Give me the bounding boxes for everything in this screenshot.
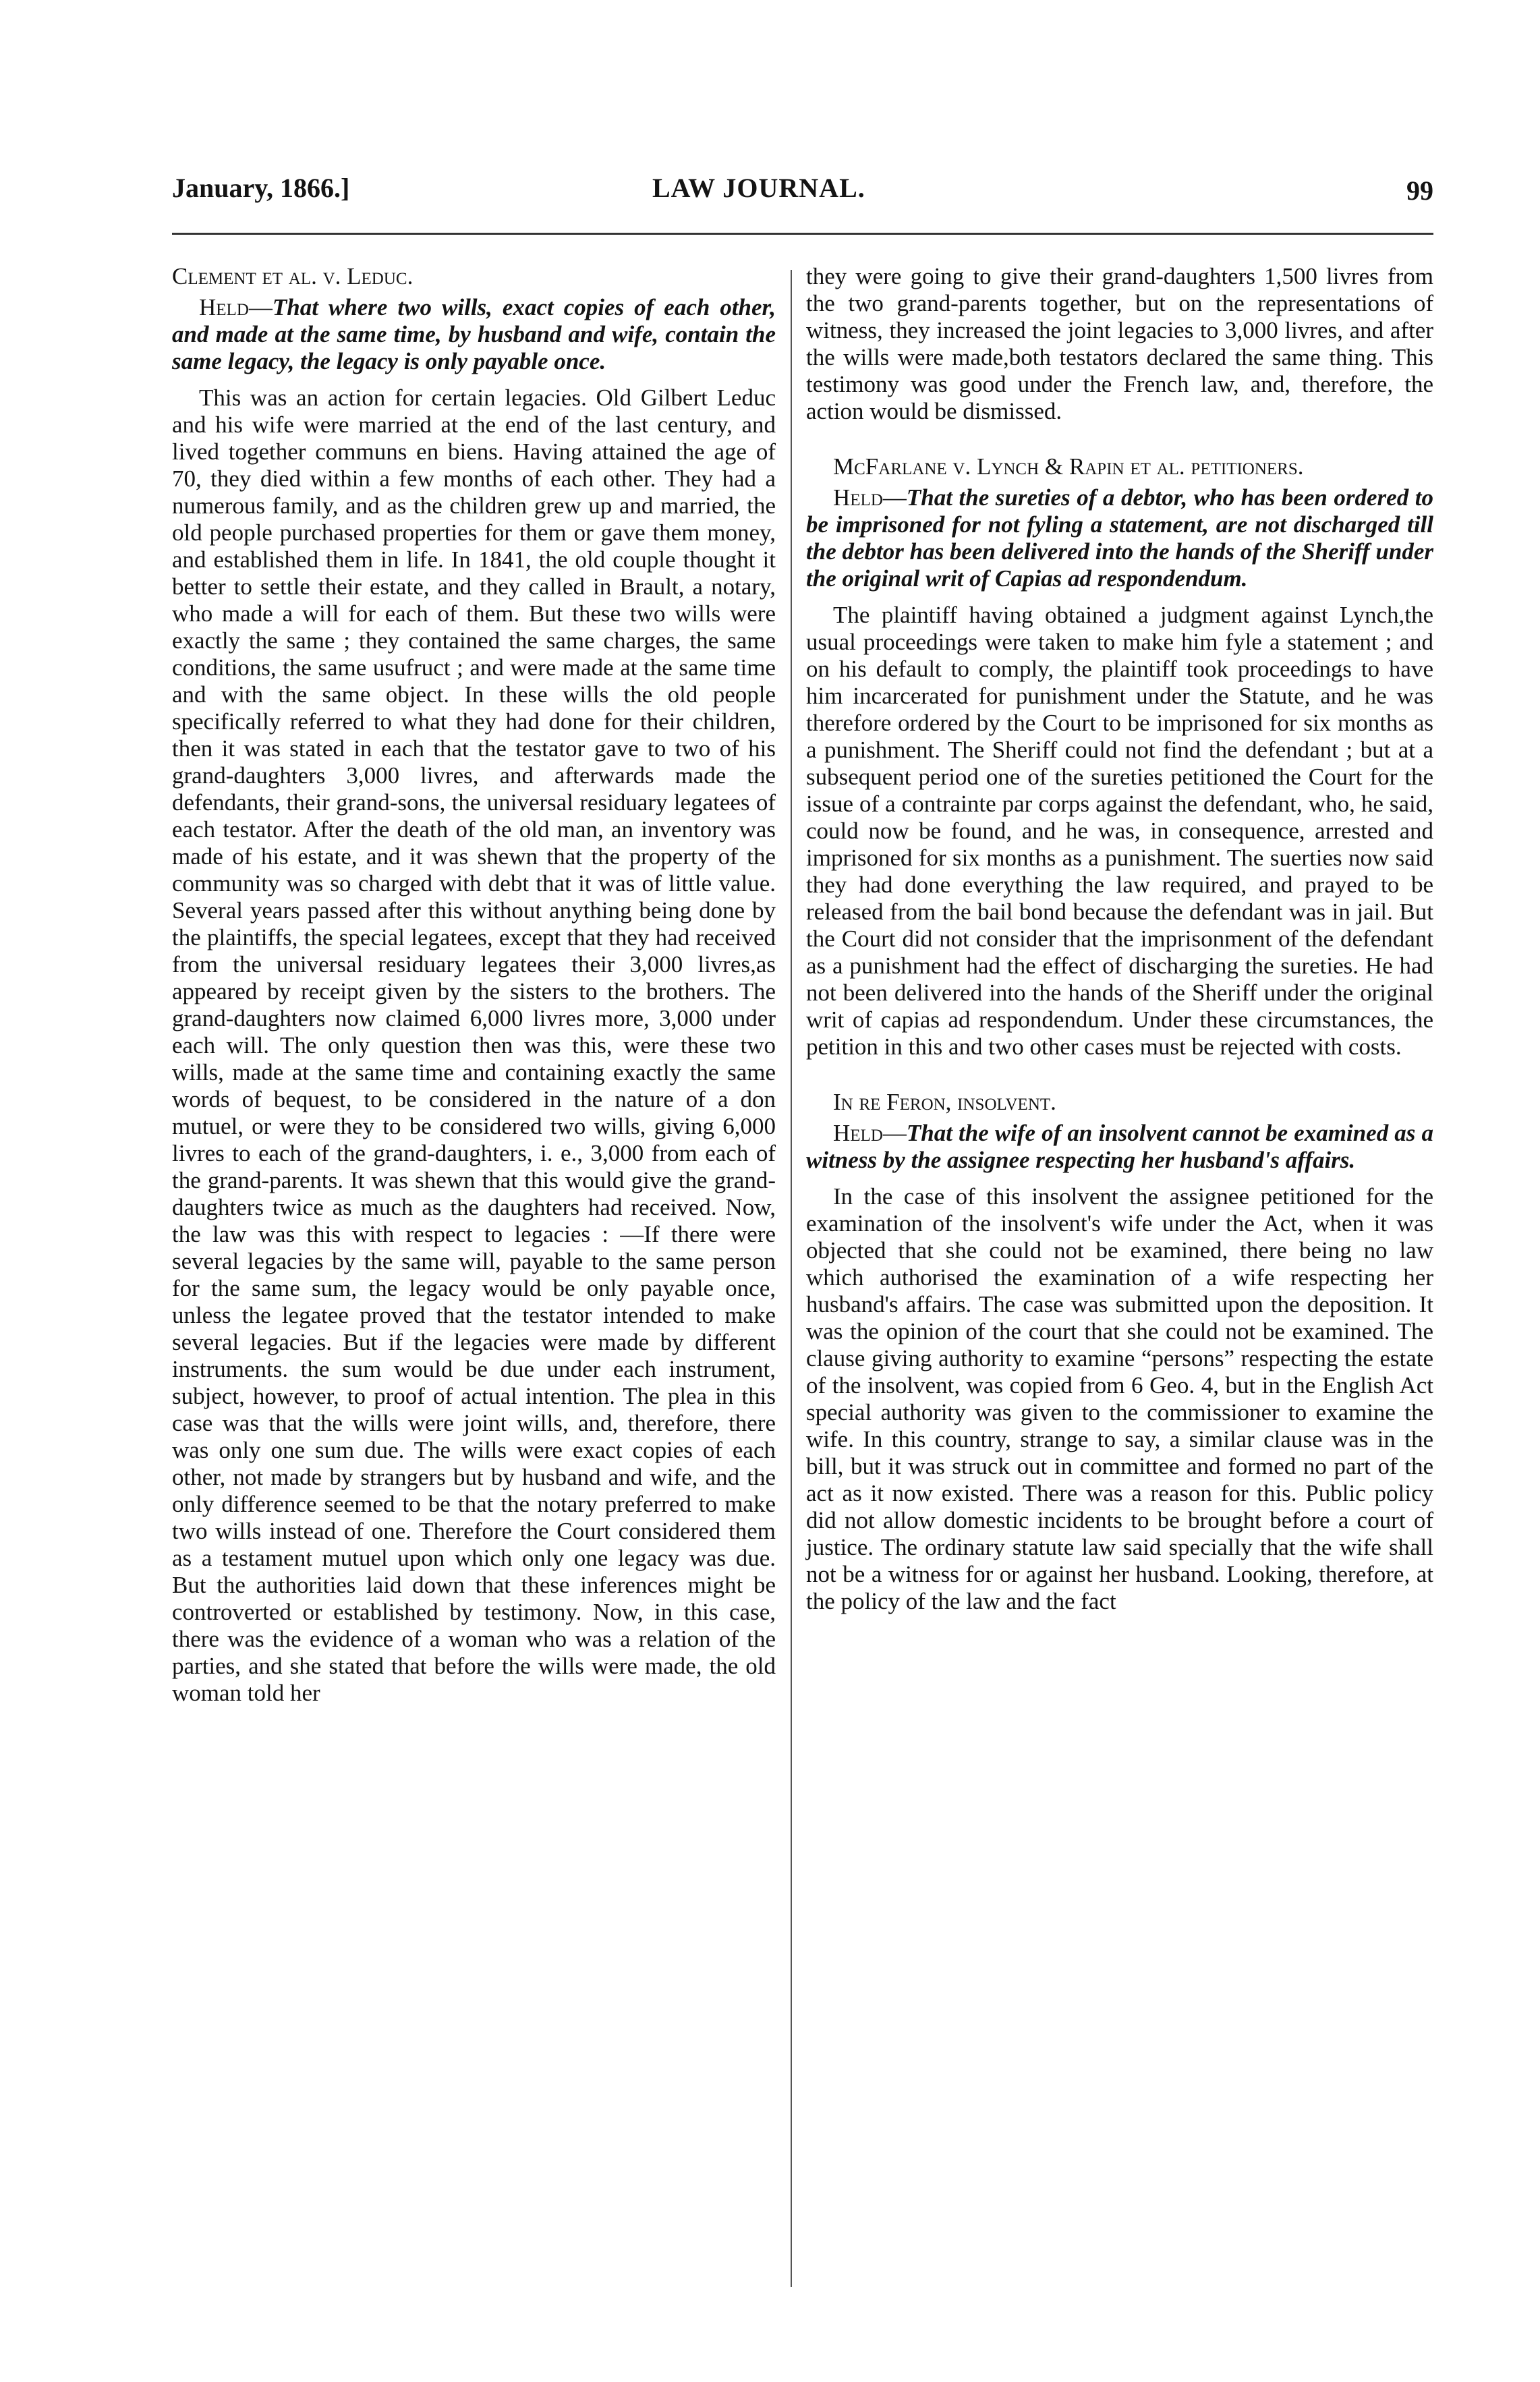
left-column (172, 263, 776, 1713)
header-date: January, 1866.] (172, 173, 350, 203)
held-summary-feron (806, 1120, 1433, 1174)
case-title-mcfarlane-v-lynch: McFarlane v. Lynch & Rapin et al. petitioners. (833, 453, 1304, 480)
case-body-mcfarlane: The plaintiff having obtained a judgment against Lynch,the usual proceedings were taken to make him fyle a statement ; and on his default to comply, the plaintiff took proceedings to have him incarcerated for punishment under the Statute, and he was therefore ordered by the Court to be imprisoned for six months as a punishment. The Sheriff could not find the defendant ; but at a subsequent period one of the sureties petitioned the Court for the issue of a contrainte par corps against the defendant, who, he said, could now be found, and he was, in consequence, arrested and imprisoned for six months as a punishment. The suerties now said they had done everything the law required, and prayed to be released from the bail bond because the defendant was in jail. But the Court did not consider that the imprisonment of the defendant as a punishment had the effect of discharging the sureties. He had not been delivered into the hands of the Sheriff under the original writ of capias ad respondendum. Under these circumstances, the petition in this and two other cases must be rejected with costs. (806, 602, 1433, 1060)
held-summary-mcfarlane (806, 484, 1433, 592)
held-label: Held— (833, 484, 907, 511)
page-header (172, 172, 1433, 219)
held-text: That the sureties of a debtor, who has been ordered to be imprisoned for not fyling a statement, are not discharged till the debtor has been delivered into the hands of the Sheriff under the original writ of Capias ad respondendum. (806, 484, 1433, 592)
header-rule (172, 233, 1433, 235)
case-title-in-re-feron: In re Feron, insolvent. (833, 1089, 1056, 1115)
held-text: That where two wills, exact copies of each other, and made at the same time, by husband and wife, contain the same legacy, the legacy is only payable once. (172, 294, 776, 374)
held-label: Held— (833, 1120, 907, 1146)
case-body: This was an action for certain legacies. Old Gilbert Leduc and his wife were married at the end of the last century, and lived together communs en biens. Having attained the age of 70, they died within a few months of each other. They had a numerous family, and as the children grew up and married, the old people purchased properties for them or gave them money, and established them in life. In 1841, the old couple thought it better to settle their estate, and they called in Brault, a notary, who made a will for each of them. But these two wills were exactly the same ; they contained the same charges, the same conditions, the same usufruct ; and were made at the same time and with the same object. In these wills the old people specifically referred to what they had done for their children, then it was stated in each that the testator gave to two of his grand-daughters 3,000 livres, and afterwards made the defendants, their grand-sons, the universal residuary legatees of each testator. After the death of the old man, an inventory was made of his estate, and it was shewn that the property of the community was so charged with debt that it was of little value. Several years passed after this without anything being done by the plaintiffs, the special legatees, except that they had received from the universal residuary legatees their 3,000 livres,as appeared by receipt given by the sisters to the brothers. The grand-daughters now claimed 6,000 livres more, 3,000 under each will. The only question then was this, were these two wills, made at the same time and containing exactly the same words of bequest, to be considered in the nature of a don mutuel, or were they to be considered two wills, giving 6,000 livres to each of the grand-daughters, i. e., 3,000 from each of the grand-parents. It was shewn that this would give the grand-daughters twice as much as the daughters had received. Now, the law was this with respect to legacies : —If there were several legacies by the same will, payable to the same person for the same sum, the legacy would be only payable once, unless the legatee proved that the testator intended to make several legacies. But if the legacies were made by different instruments. the sum would be due under each instrument, subject, however, to proof of actual intention. The plea in this case was that the wills were joint wills, and, therefore, there was only one sum due. The wills were exact copies of each other, not made by strangers but by husband and wife, and the only difference seemed to be that the notary preferred to make two wills instead of one. Therefore the Court considered them as a testament mutuel upon which only one legacy was due. But the authorities laid down that these inferences might be controverted or established by testimony. Now, in this case, there was the evidence of a woman who was a relation of the parties, and she stated that before the wills were made, the old woman told her (172, 385, 776, 1706)
page-number: 99 (1406, 175, 1433, 206)
held-label: Held— (199, 294, 273, 320)
held-summary (172, 294, 776, 375)
case-title-clement-v-leduc: Clement et al. v. Leduc. (172, 263, 413, 289)
section-gap (806, 1067, 1433, 1089)
held-text: That the wife of an insolvent cannot be examined as a witness by the assignee respecting her husband's affairs. (806, 1120, 1433, 1173)
case-body-continuation: they were going to give their grand-daughters 1,500 livres from the two grand-parents together, but on the representations of witness, they increased the joint legacies to 3,000 livres, and after the wills were made,both testators declared the same thing. This testimony was good under the French law, and, therefore, the action would be dismissed. (806, 263, 1433, 424)
right-column (806, 263, 1433, 1622)
header-journal-title: LAW JOURNAL. (652, 173, 865, 203)
section-gap (806, 432, 1433, 453)
column-divider (791, 270, 792, 2287)
case-body-feron: In the case of this insolvent the assignee petitioned for the examination of the insolvent's wife under the Act, when it was objected that she could not be examined, there being no law which authorised the examination of a wife respecting her husband's affairs. The case was submitted upon the deposition. It was the opinion of the court that she could not be examined. The clause giving authority to examine “persons” respecting the estate of the insolvent, was copied from 6 Geo. 4, but in the English Act special authority was given to the commissioner to examine the wife. In this country, strange to say, a similar clause was in the bill, but it was struck out in committee and formed no part of the act as it now existed. There was a reason for this. Public policy did not allow domestic incidents to be brought before a court of justice. The ordinary statute law said specially that the wife shall not be a witness for or against her husband. Looking, therefore, at the policy of the law and the fact (806, 1183, 1433, 1614)
